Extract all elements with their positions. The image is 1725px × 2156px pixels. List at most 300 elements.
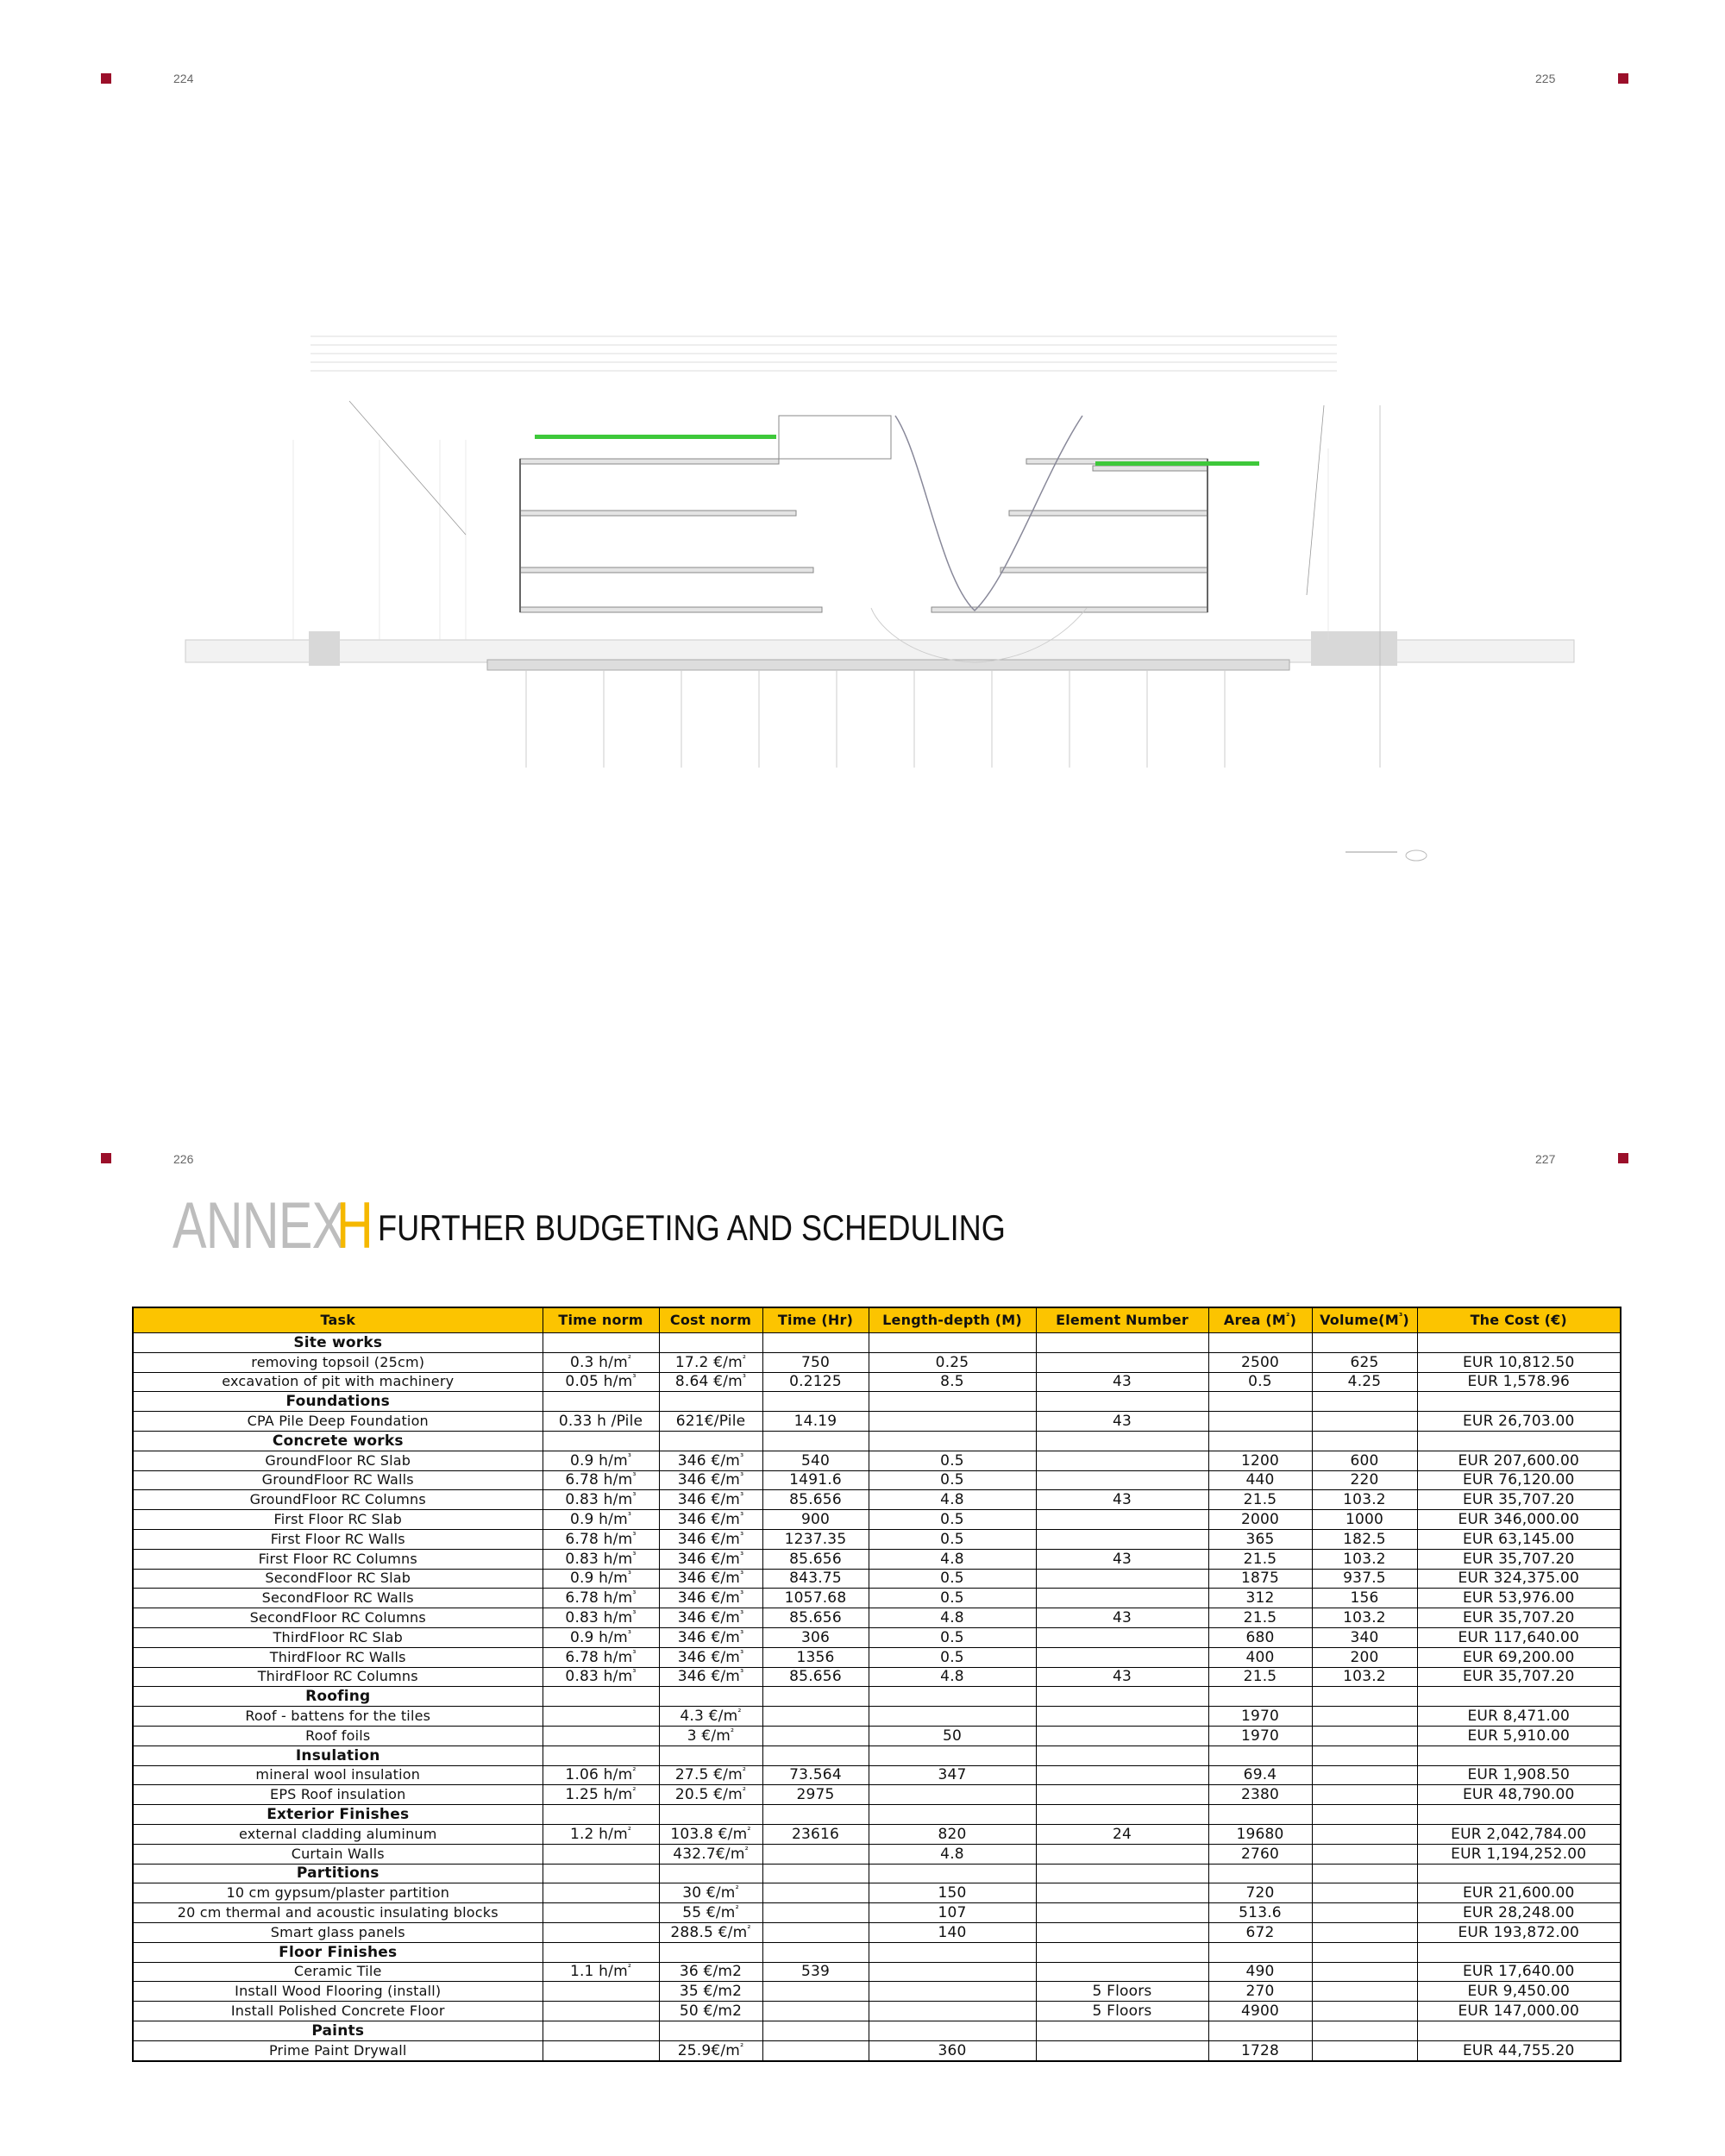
table-cell bbox=[1036, 1647, 1208, 1667]
table-cell: 43 bbox=[1036, 1490, 1208, 1510]
table-cell-empty bbox=[869, 1431, 1036, 1451]
table-cell: 4.8 bbox=[869, 1549, 1036, 1569]
table-cell bbox=[543, 1707, 659, 1727]
table-cell bbox=[1036, 1903, 1208, 1923]
table-cell-empty bbox=[1036, 1745, 1208, 1765]
table-cell: 150 bbox=[869, 1883, 1036, 1903]
table-cell-empty bbox=[659, 1687, 762, 1707]
table-cell: 8.5 bbox=[869, 1372, 1036, 1392]
table-cell bbox=[762, 1903, 869, 1923]
task-cell: SecondFloor RC Columns bbox=[133, 1608, 543, 1628]
table-cell: EUR 346,000.00 bbox=[1417, 1510, 1621, 1530]
table-cell: 50 €/m2 bbox=[659, 2002, 762, 2021]
table-cell: EUR 48,790.00 bbox=[1417, 1785, 1621, 1805]
table-cell-empty bbox=[659, 1431, 762, 1451]
task-cell: ThirdFloor RC Walls bbox=[133, 1647, 543, 1667]
table-cell bbox=[1312, 1726, 1417, 1745]
table-cell: 200 bbox=[1312, 1647, 1417, 1667]
table-cell: 17.2 $€/m^{^2}$ bbox=[659, 1352, 762, 1372]
table-cell: EUR 17,640.00 bbox=[1417, 1962, 1621, 1982]
table-cell-empty bbox=[1312, 1333, 1417, 1353]
table-cell: 50 bbox=[869, 1726, 1036, 1745]
table-cell: 937.5 bbox=[1312, 1569, 1417, 1589]
table-cell-empty bbox=[659, 2021, 762, 2040]
table-cell: 27.5 $€/m^{^2}$ bbox=[659, 1765, 762, 1785]
table-cell: 720 bbox=[1208, 1883, 1312, 1903]
table-cell bbox=[543, 1922, 659, 1942]
table-header-cell: Element Number bbox=[1036, 1307, 1208, 1333]
table-cell-empty bbox=[1312, 1805, 1417, 1825]
table-cell bbox=[1312, 1824, 1417, 1844]
table-cell-empty bbox=[869, 1333, 1036, 1353]
annex-letter: H bbox=[336, 1189, 373, 1263]
table-cell-empty bbox=[1312, 1864, 1417, 1883]
table-cell bbox=[1036, 1627, 1208, 1647]
table-cell: 540 bbox=[762, 1451, 869, 1470]
table-cell bbox=[869, 1785, 1036, 1805]
table-cell bbox=[1312, 1922, 1417, 1942]
table-cell-empty bbox=[1312, 1687, 1417, 1707]
table-cell-empty bbox=[869, 1805, 1036, 1825]
table-cell: 36 €/m2 bbox=[659, 1962, 762, 1982]
table-cell-empty bbox=[659, 1745, 762, 1765]
table-section-row bbox=[133, 1745, 1621, 1765]
table-cell: 85.656 bbox=[762, 1667, 869, 1687]
page-marker-top-left bbox=[101, 73, 111, 84]
table-cell: 0.5 bbox=[869, 1510, 1036, 1530]
task-cell: CPA Pile Deep Foundation bbox=[133, 1412, 543, 1432]
table-cell: 672 bbox=[1208, 1922, 1312, 1942]
table-cell: EUR 207,600.00 bbox=[1417, 1451, 1621, 1470]
table-cell: 270 bbox=[1208, 1982, 1312, 2002]
table-cell-empty bbox=[659, 1333, 762, 1353]
task-cell: EPS Roof insulation bbox=[133, 1785, 543, 1805]
table-cell: 35 €/m2 bbox=[659, 1982, 762, 2002]
table-cell bbox=[1036, 1962, 1208, 1982]
table-row bbox=[133, 1667, 1621, 1687]
task-cell: First Floor RC Columns bbox=[133, 1549, 543, 1569]
table-cell-empty bbox=[762, 1864, 869, 1883]
table-cell: EUR 44,755.20 bbox=[1417, 2040, 1621, 2061]
table-cell: 346 $€/m^{^3}$ bbox=[659, 1549, 762, 1569]
table-cell: EUR 21,600.00 bbox=[1417, 1883, 1621, 1903]
table-cell: 43 bbox=[1036, 1667, 1208, 1687]
table-cell: 2380 bbox=[1208, 1785, 1312, 1805]
table-cell-empty bbox=[1036, 1431, 1208, 1451]
table-cell-empty bbox=[659, 1864, 762, 1883]
table-header-cell: Task bbox=[133, 1307, 543, 1333]
table-cell: 0.05 $h/m^{^3}$ bbox=[543, 1372, 659, 1392]
table-row bbox=[133, 1765, 1621, 1785]
table-cell: 1.1 $h/m^{^2}$ bbox=[543, 1962, 659, 1982]
table-cell-empty bbox=[762, 1745, 869, 1765]
table-cell-empty bbox=[762, 1687, 869, 1707]
table-row bbox=[133, 1903, 1621, 1923]
table-cell-empty bbox=[659, 1942, 762, 1962]
table-row bbox=[133, 1589, 1621, 1608]
table-cell-empty bbox=[1417, 1687, 1621, 1707]
table-cell-empty bbox=[1036, 1333, 1208, 1353]
task-cell: First Floor RC Walls bbox=[133, 1529, 543, 1549]
table-cell: 0.25 bbox=[869, 1352, 1036, 1372]
table-cell: 107 bbox=[869, 1903, 1036, 1923]
table-cell: EUR 193,872.00 bbox=[1417, 1922, 1621, 1942]
page-number-top-left: 224 bbox=[173, 72, 194, 85]
table-cell bbox=[543, 2002, 659, 2021]
table-cell-empty bbox=[1208, 1864, 1312, 1883]
table-row bbox=[133, 1962, 1621, 1982]
task-cell: Install Polished Concrete Floor bbox=[133, 2002, 543, 2021]
table-cell: 156 bbox=[1312, 1589, 1417, 1608]
table-cell bbox=[762, 2040, 869, 2061]
table-cell bbox=[1036, 1765, 1208, 1785]
table-section-row bbox=[133, 1687, 1621, 1707]
table-cell-empty bbox=[1312, 2021, 1417, 2040]
table-cell: EUR 1,908.50 bbox=[1417, 1765, 1621, 1785]
annex-title: FURTHER BUDGETING AND SCHEDULING bbox=[378, 1207, 1006, 1248]
task-cell: SecondFloor RC Walls bbox=[133, 1589, 543, 1608]
table-cell: 1970 bbox=[1208, 1726, 1312, 1745]
table-cell-empty bbox=[869, 1942, 1036, 1962]
table-cell: 2975 bbox=[762, 1785, 869, 1805]
table-row bbox=[133, 1470, 1621, 1490]
table-cell: 0.5 bbox=[1208, 1372, 1312, 1392]
table-cell: 360 bbox=[869, 2040, 1036, 2061]
table-cell: 490 bbox=[1208, 1962, 1312, 1982]
table-cell-empty bbox=[1417, 2021, 1621, 2040]
table-cell bbox=[1036, 1470, 1208, 1490]
table-cell: 1970 bbox=[1208, 1707, 1312, 1727]
table-cell bbox=[1312, 1962, 1417, 1982]
task-cell: SecondFloor RC Slab bbox=[133, 1569, 543, 1589]
table-cell: 0.9 $h/m^{^3}$ bbox=[543, 1510, 659, 1530]
table-cell: 103.8 $€/m^{^2}$ bbox=[659, 1824, 762, 1844]
table-cell: 24 bbox=[1036, 1824, 1208, 1844]
table-cell-empty bbox=[1417, 1333, 1621, 1353]
table-cell-empty bbox=[762, 1805, 869, 1825]
section-title: Site works bbox=[133, 1333, 543, 1353]
table-cell: 1.06 $h/m^{^2}$ bbox=[543, 1765, 659, 1785]
table-cell-empty bbox=[659, 1392, 762, 1412]
table-row bbox=[133, 1824, 1621, 1844]
task-cell: Install Wood Flooring (install) bbox=[133, 1982, 543, 2002]
task-cell: Roof - battens for the tiles bbox=[133, 1707, 543, 1727]
table-cell: 625 bbox=[1312, 1352, 1417, 1372]
table-cell: EUR 35,707.20 bbox=[1417, 1608, 1621, 1628]
table-cell: EUR 35,707.20 bbox=[1417, 1490, 1621, 1510]
task-cell: mineral wool insulation bbox=[133, 1765, 543, 1785]
table-cell: 513.6 bbox=[1208, 1903, 1312, 1923]
table-cell-empty bbox=[1036, 2021, 1208, 2040]
table-cell-empty bbox=[762, 2021, 869, 2040]
table-cell: EUR 5,910.00 bbox=[1417, 1726, 1621, 1745]
table-cell: 680 bbox=[1208, 1627, 1312, 1647]
table-cell: 346 $€/m^{^3}$ bbox=[659, 1627, 762, 1647]
table-cell-empty bbox=[1312, 1392, 1417, 1412]
table-header-cell: Cost norm bbox=[659, 1307, 762, 1333]
table-cell-empty bbox=[869, 2021, 1036, 2040]
table-cell-empty bbox=[1208, 2021, 1312, 2040]
table-row bbox=[133, 1529, 1621, 1549]
table-cell: 0.9 $h/m^{^3}$ bbox=[543, 1569, 659, 1589]
table-cell: 3 $€/m^{^2}$ bbox=[659, 1726, 762, 1745]
table-cell: 346 $€/m^{^3}$ bbox=[659, 1529, 762, 1549]
table-cell: 4.8 bbox=[869, 1667, 1036, 1687]
table-cell bbox=[1312, 1982, 1417, 2002]
section-drawing bbox=[181, 319, 1596, 888]
table-cell-empty bbox=[1417, 1805, 1621, 1825]
task-cell: GroundFloor RC Columns bbox=[133, 1490, 543, 1510]
table-cell: 306 bbox=[762, 1627, 869, 1647]
table-cell bbox=[543, 1982, 659, 2002]
table-cell: 103.2 bbox=[1312, 1608, 1417, 1628]
table-row bbox=[133, 1785, 1621, 1805]
table-cell: 23616 bbox=[762, 1824, 869, 1844]
table-section-row bbox=[133, 1864, 1621, 1883]
table-cell bbox=[762, 1922, 869, 1942]
page-number-bottom-right: 227 bbox=[1535, 1152, 1556, 1166]
table-row bbox=[133, 1412, 1621, 1432]
table-cell bbox=[1312, 1412, 1417, 1432]
table-cell: 4.8 bbox=[869, 1490, 1036, 1510]
table-cell: 347 bbox=[869, 1765, 1036, 1785]
table-section-row bbox=[133, 2021, 1621, 2040]
table-row bbox=[133, 2040, 1621, 2061]
table-cell: 85.656 bbox=[762, 1490, 869, 1510]
table-cell bbox=[762, 1707, 869, 1727]
table-cell: EUR 53,976.00 bbox=[1417, 1589, 1621, 1608]
task-cell: 20 cm thermal and acoustic insulating blocks bbox=[133, 1903, 543, 1923]
table-cell: 1728 bbox=[1208, 2040, 1312, 2061]
table-cell: 400 bbox=[1208, 1647, 1312, 1667]
table-cell: 0.2125 bbox=[762, 1372, 869, 1392]
table-cell: 288.5 $€/m^{^2}$ bbox=[659, 1922, 762, 1942]
table-cell bbox=[1312, 1883, 1417, 1903]
table-cell-empty bbox=[1036, 1805, 1208, 1825]
table-cell: EUR 63,145.00 bbox=[1417, 1529, 1621, 1549]
table-cell-empty bbox=[543, 1431, 659, 1451]
table-cell-empty bbox=[1208, 1805, 1312, 1825]
table-cell-empty bbox=[543, 1392, 659, 1412]
table-cell: 6.78 $h/m^{^3}$ bbox=[543, 1589, 659, 1608]
table-cell: 1356 bbox=[762, 1647, 869, 1667]
table-cell-empty bbox=[543, 1687, 659, 1707]
task-cell: Ceramic Tile bbox=[133, 1962, 543, 1982]
table-cell-empty bbox=[869, 1745, 1036, 1765]
table-cell-empty bbox=[762, 1392, 869, 1412]
table-cell-empty bbox=[762, 1942, 869, 1962]
table-cell: EUR 324,375.00 bbox=[1417, 1569, 1621, 1589]
table-cell bbox=[869, 1962, 1036, 1982]
table-cell bbox=[543, 1726, 659, 1745]
table-row bbox=[133, 1627, 1621, 1647]
table-cell: 4.3 $€/m^{^2}$ bbox=[659, 1707, 762, 1727]
table-cell: 69.4 bbox=[1208, 1765, 1312, 1785]
table-cell: EUR 8,471.00 bbox=[1417, 1707, 1621, 1727]
table-cell-empty bbox=[869, 1864, 1036, 1883]
table-cell bbox=[1036, 1352, 1208, 1372]
table-cell: 1000 bbox=[1312, 1510, 1417, 1530]
table-cell: 312 bbox=[1208, 1589, 1312, 1608]
table-cell-empty bbox=[869, 1687, 1036, 1707]
task-cell: First Floor RC Slab bbox=[133, 1510, 543, 1530]
table-cell: 0.5 bbox=[869, 1451, 1036, 1470]
table-cell bbox=[1036, 1707, 1208, 1727]
table-cell: 85.656 bbox=[762, 1549, 869, 1569]
table-cell-empty bbox=[543, 1745, 659, 1765]
table-header-cell: Time norm bbox=[543, 1307, 659, 1333]
table-cell: EUR 26,703.00 bbox=[1417, 1412, 1621, 1432]
table-cell-empty bbox=[1312, 1431, 1417, 1451]
table-cell bbox=[1036, 1529, 1208, 1549]
table-cell: 346 $€/m^{^3}$ bbox=[659, 1647, 762, 1667]
task-cell: Roof foils bbox=[133, 1726, 543, 1745]
table-cell bbox=[1208, 1412, 1312, 1432]
table-cell-empty bbox=[1417, 1745, 1621, 1765]
table-cell bbox=[869, 2002, 1036, 2021]
table-cell: 0.5 bbox=[869, 1589, 1036, 1608]
table-row bbox=[133, 1883, 1621, 1903]
table-cell: 8.64 $€/m^{^3}$ bbox=[659, 1372, 762, 1392]
table-cell: EUR 9,450.00 bbox=[1417, 1982, 1621, 2002]
table-cell bbox=[869, 1412, 1036, 1432]
table-row bbox=[133, 1352, 1621, 1372]
table-cell-empty bbox=[543, 1333, 659, 1353]
table-section-row bbox=[133, 1431, 1621, 1451]
table-cell-empty bbox=[1208, 1333, 1312, 1353]
table-cell: EUR 147,000.00 bbox=[1417, 2002, 1621, 2021]
table-cell: 0.9 $h/m^{^3}$ bbox=[543, 1451, 659, 1470]
table-cell: 4.8 bbox=[869, 1608, 1036, 1628]
section-title: Roofing bbox=[133, 1687, 543, 1707]
table-cell-empty bbox=[1208, 1745, 1312, 1765]
table-cell: 0.83 $h/m^{^3}$ bbox=[543, 1608, 659, 1628]
page-marker-bottom-left bbox=[101, 1153, 111, 1163]
section-title: Exterior Finishes bbox=[133, 1805, 543, 1825]
section-title: Foundations bbox=[133, 1392, 543, 1412]
table-cell: 0.5 bbox=[869, 1647, 1036, 1667]
table-cell: EUR 28,248.00 bbox=[1417, 1903, 1621, 1923]
table-cell: 0.33 h /Pile bbox=[543, 1412, 659, 1432]
table-cell: EUR 117,640.00 bbox=[1417, 1627, 1621, 1647]
table-cell: 0.5 bbox=[869, 1569, 1036, 1589]
table-cell: EUR 35,707.20 bbox=[1417, 1549, 1621, 1569]
table-cell: 4.8 bbox=[869, 1844, 1036, 1864]
table-cell: 4900 bbox=[1208, 2002, 1312, 2021]
table-cell-empty bbox=[1417, 1942, 1621, 1962]
table-cell: EUR 1,194,252.00 bbox=[1417, 1844, 1621, 1864]
table-cell: 750 bbox=[762, 1352, 869, 1372]
task-cell: Smart glass panels bbox=[133, 1922, 543, 1942]
table-row bbox=[133, 1490, 1621, 1510]
table-cell: EUR 1,578.96 bbox=[1417, 1372, 1621, 1392]
table-cell-empty bbox=[543, 1864, 659, 1883]
table-cell bbox=[869, 1707, 1036, 1727]
table-cell: 346 $€/m^{^3}$ bbox=[659, 1608, 762, 1628]
table-cell: 5 Floors bbox=[1036, 2002, 1208, 2021]
table-cell bbox=[1312, 1707, 1417, 1727]
table-cell bbox=[1312, 2040, 1417, 2061]
table-cell: 340 bbox=[1312, 1627, 1417, 1647]
table-cell-empty bbox=[1312, 1745, 1417, 1765]
table-cell bbox=[1036, 1569, 1208, 1589]
table-cell: 0.83 $h/m^{^3}$ bbox=[543, 1490, 659, 1510]
table-cell bbox=[1036, 1844, 1208, 1864]
table-row bbox=[133, 1510, 1621, 1530]
table-cell: 2760 bbox=[1208, 1844, 1312, 1864]
table-cell: 0.5 bbox=[869, 1470, 1036, 1490]
table-cell-empty bbox=[1036, 1687, 1208, 1707]
table-cell: 346 $€/m^{^3}$ bbox=[659, 1451, 762, 1470]
table-cell: 21.5 bbox=[1208, 1549, 1312, 1569]
annex-word: ANNEX bbox=[172, 1189, 346, 1263]
table-cell: 0.83 $h/m^{^3}$ bbox=[543, 1667, 659, 1687]
table-cell: EUR 35,707.20 bbox=[1417, 1667, 1621, 1687]
table-cell: 365 bbox=[1208, 1529, 1312, 1549]
table-cell: 30 $€/m^{^2}$ bbox=[659, 1883, 762, 1903]
table-cell bbox=[1036, 1451, 1208, 1470]
task-cell: external cladding aluminum bbox=[133, 1824, 543, 1844]
table-cell: 6.78 $h/m^{^3}$ bbox=[543, 1470, 659, 1490]
table-cell bbox=[1036, 2040, 1208, 2061]
table-cell: 103.2 bbox=[1312, 1667, 1417, 1687]
table-row bbox=[133, 1549, 1621, 1569]
table-cell: $432.7€/m^{^2}$ bbox=[659, 1844, 762, 1864]
table-cell: 43 bbox=[1036, 1412, 1208, 1432]
table-cell: 0.5 bbox=[869, 1627, 1036, 1647]
table-cell-empty bbox=[1208, 1431, 1312, 1451]
table-cell bbox=[1036, 1589, 1208, 1608]
table-cell: 103.2 bbox=[1312, 1490, 1417, 1510]
task-cell: Prime Paint Drywall bbox=[133, 2040, 543, 2061]
table-cell-empty bbox=[1417, 1392, 1621, 1412]
table-cell: 55 $€/m^{^2}$ bbox=[659, 1903, 762, 1923]
table-cell: 43 bbox=[1036, 1372, 1208, 1392]
table-cell: 820 bbox=[869, 1824, 1036, 1844]
table-cell: 21.5 bbox=[1208, 1490, 1312, 1510]
section-title: Concrete works bbox=[133, 1431, 543, 1451]
table-cell: 600 bbox=[1312, 1451, 1417, 1470]
task-cell: removing topsoil (25cm) bbox=[133, 1352, 543, 1372]
table-section-row bbox=[133, 1942, 1621, 1962]
table-cell: 1491.6 bbox=[762, 1470, 869, 1490]
table-cell: 1.25 $h/m^{^2}$ bbox=[543, 1785, 659, 1805]
budget-table bbox=[132, 1307, 1622, 2062]
table-cell bbox=[1036, 1726, 1208, 1745]
table-cell: 103.2 bbox=[1312, 1549, 1417, 1569]
table-cell: 182.5 bbox=[1312, 1529, 1417, 1549]
table-cell: 21.5 bbox=[1208, 1608, 1312, 1628]
table-cell: 220 bbox=[1312, 1470, 1417, 1490]
table-cell: 900 bbox=[762, 1510, 869, 1530]
table-cell: 1875 bbox=[1208, 1569, 1312, 1589]
table-cell bbox=[543, 1903, 659, 1923]
table-cell: 2500 bbox=[1208, 1352, 1312, 1372]
table-cell: 43 bbox=[1036, 1608, 1208, 1628]
table-cell bbox=[1312, 1903, 1417, 1923]
table-cell bbox=[762, 1844, 869, 1864]
table-row bbox=[133, 1922, 1621, 1942]
table-cell-empty bbox=[1208, 1392, 1312, 1412]
table-cell bbox=[1312, 1785, 1417, 1805]
section-title: Insulation bbox=[133, 1745, 543, 1765]
table-cell: 73.564 bbox=[762, 1765, 869, 1785]
table-cell bbox=[1312, 2002, 1417, 2021]
table-cell: 346 $€/m^{^3}$ bbox=[659, 1510, 762, 1530]
table-row bbox=[133, 1647, 1621, 1667]
table-cell: 0.83 $h/m^{^3}$ bbox=[543, 1549, 659, 1569]
table-cell: 1057.68 bbox=[762, 1589, 869, 1608]
